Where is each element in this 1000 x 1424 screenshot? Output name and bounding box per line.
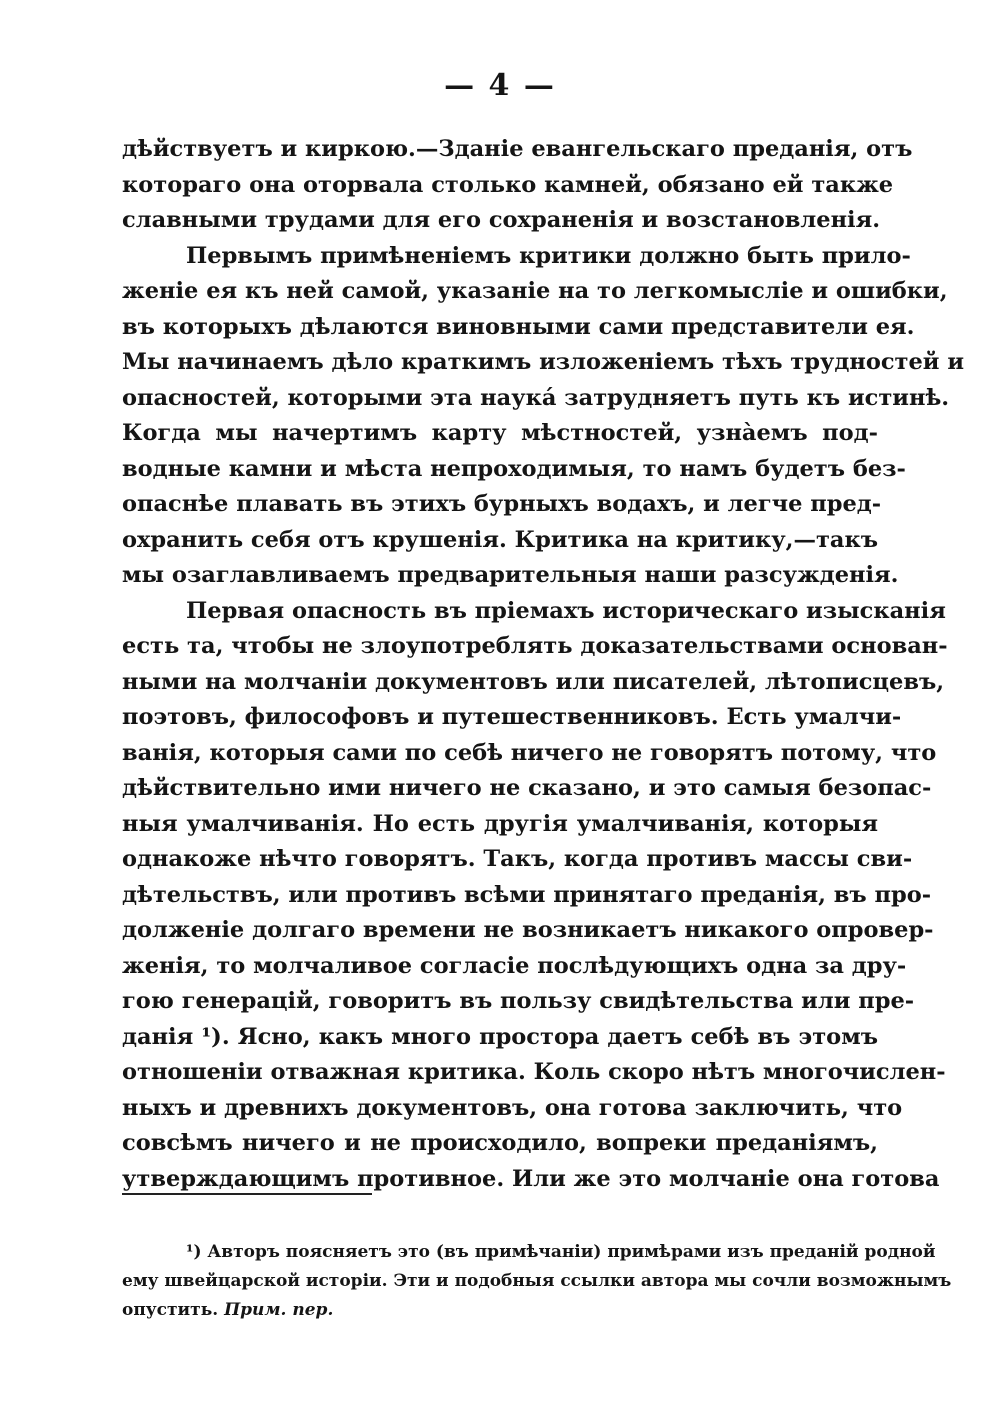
text-line: долженіе долгаго времени не возникаетъ никакого опровер-: [122, 917, 934, 943]
text-line: опаснѣе плавать въ этихъ бурныхъ водахъ, и легче пред-: [122, 491, 882, 517]
text-line: дѣйствительно ими ничего не сказано, и это самыя безопас-: [122, 775, 932, 801]
text-line: охранить себя отъ крушенія. Критика на критику,—такъ: [122, 526, 879, 553]
text-line: ныя умалчиванія. Но есть другія умалчиванія, которыя: [122, 810, 878, 837]
text-line: поэтовъ, философовъ и путешественниковъ. Есть умалчи-: [122, 704, 902, 730]
text-line: гою генерацій, говоритъ въ пользу свидѣтельства или пре-: [122, 988, 915, 1014]
footnote: [122, 1238, 952, 1325]
text-line: водные камни и мѣста непроходимыя, то намъ будетъ без-: [122, 455, 906, 482]
text-line: отношеніи отважная критика. Коль скоро нѣтъ многочислен-: [122, 1059, 946, 1085]
text-line: опасностей, которыми эта наукá затрудняетъ путь къ истинѣ.: [122, 384, 950, 411]
text-line: совсѣмъ ничего и не происходило, вопреки преданіямъ,: [122, 1130, 878, 1156]
text-line: ванія, которыя сами по себѣ ничего не говорятъ потому, что: [122, 739, 937, 766]
text-line: ными на молчаніи документовъ или писателей, лѣтописцевъ,: [122, 668, 945, 695]
text-line: есть та, чтобы не злоупотреблять доказательствами основан-: [122, 633, 948, 659]
text-line: дѣйствуетъ и киркою.—Зданіе евангельскаго преданія, отъ: [122, 136, 913, 162]
text-line: женія, то молчаливое согласіе послѣдующихъ одна за дру-: [122, 952, 907, 979]
text-line: славными трудами для его сохраненія и возстановленія.: [122, 207, 881, 233]
text-line: Мы начинаемъ дѣло краткимъ изложеніемъ тѣхъ трудностей и: [122, 349, 965, 375]
text-line: Первымъ примѣненіемъ критики должно быть прило-: [186, 242, 911, 269]
text-line: котораго она оторвала столько камней, обязано ей также: [122, 171, 894, 198]
text-line: въ которыхъ дѣлаются виновными сами представители ея.: [122, 313, 915, 340]
footnote-line: ¹) Авторъ поясняетъ это (въ примѣчаніи) примѣрами изъ преданій родной: [186, 1242, 936, 1262]
footnote-line: [122, 1296, 878, 1325]
text-line: Первая опасность въ пріемахъ историческаго изысканія: [186, 597, 946, 624]
page-number: — 4 —: [444, 68, 556, 103]
footnote-divider: [122, 1193, 372, 1195]
text-line: мы озаглавливаемъ предварительныя наши разсужденія.: [122, 562, 899, 588]
text-line: однакоже нѣчто говорятъ. Такъ, когда противъ массы сви-: [122, 846, 913, 872]
text-line: ныхъ и древнихъ документовъ, она готова заключить, что: [122, 1094, 903, 1121]
text-line: дѣтельствъ, или противъ всѣми принятаго преданія, въ про-: [122, 881, 932, 908]
footnote-text: опустить.: [122, 1300, 219, 1320]
text-line: утверждающимъ противное. Или же это молчаніе она готова: [122, 1165, 940, 1192]
text-line: данія ¹). Ясно, какъ много простора даетъ себѣ въ этомъ: [122, 1023, 878, 1050]
body-text: [122, 132, 965, 1197]
text-line: Когда мы начертимъ карту мѣстностей, узнàемъ под-: [122, 420, 878, 446]
text-line: женіе ея къ ней самой, указаніе на то легкомысліе и ошибки,: [122, 278, 948, 304]
footnote-line: ему швейцарской исторіи. Эти и подобныя ссылки автора мы сочли возможнымъ: [122, 1271, 952, 1291]
translator-note-abbrev: Прим. пер.: [224, 1300, 334, 1320]
